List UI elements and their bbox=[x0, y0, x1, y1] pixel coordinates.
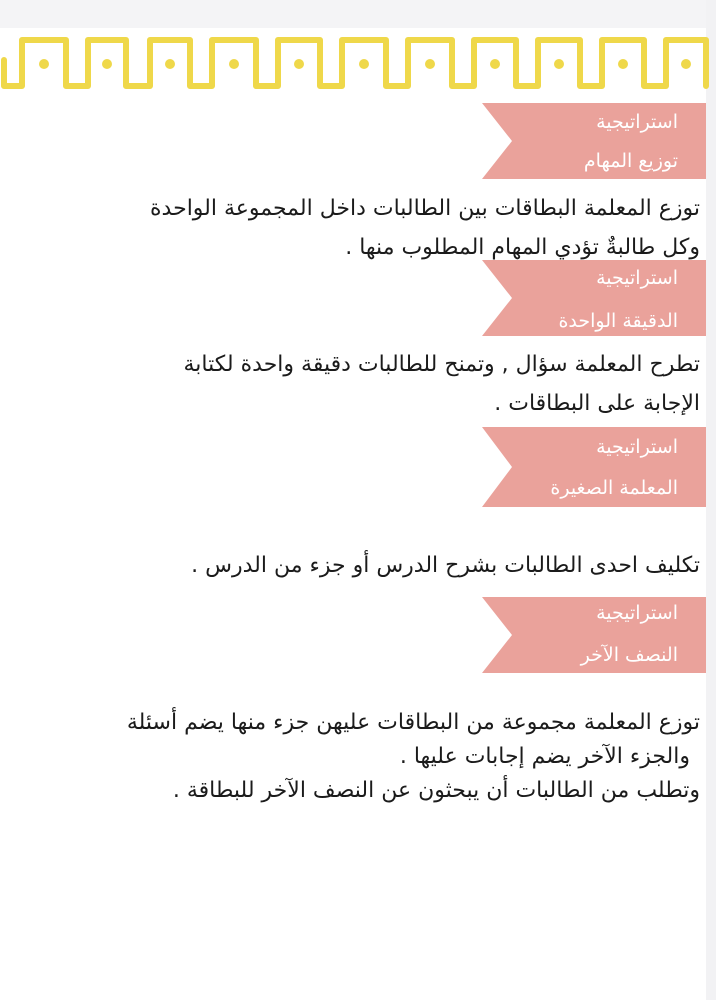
ribbon-line-2: النصف الآخر bbox=[580, 644, 678, 666]
paragraph-line: وكل طالبةٌ تؤدي المهام المطلوب منها . bbox=[345, 235, 700, 260]
ribbon-line-1: استراتيجية bbox=[596, 267, 678, 289]
strategy-description bbox=[10, 345, 700, 423]
paragraph-line: تطرح المعلمة سؤال , وتمنح للطالبات دقيقة واحدة لكتابة bbox=[183, 352, 700, 377]
page-edge bbox=[706, 0, 716, 1000]
strategy-ribbon-other-half bbox=[482, 597, 706, 673]
ribbon-line-2: الدقيقة الواحدة bbox=[558, 310, 678, 332]
top-bar bbox=[0, 0, 716, 28]
ribbon-line-2: توزيع المهام bbox=[583, 150, 678, 172]
ribbon-line-1: استراتيجية bbox=[596, 602, 678, 624]
ribbon-line-1: استراتيجية bbox=[596, 111, 678, 133]
strategy-description bbox=[10, 189, 700, 267]
strategy-ribbon-little-teacher bbox=[482, 427, 706, 507]
strategy-description bbox=[10, 706, 700, 808]
strategy-ribbon-task-distribution bbox=[482, 103, 706, 179]
paragraph-line: والجزء الآخر يضم إجابات عليها . bbox=[399, 744, 690, 769]
paragraph-line: توزع المعلمة مجموعة من البطاقات عليهن جزء منها يضم أسئلة bbox=[126, 710, 700, 735]
paragraph-line: وتطلب من الطالبات أن يبحثون عن النصف الآخر للبطاقة . bbox=[172, 778, 700, 803]
decorative-border bbox=[0, 26, 716, 96]
strategy-description bbox=[10, 546, 700, 585]
ribbon-line-1: استراتيجية bbox=[596, 436, 678, 458]
paragraph-line: الإجابة على البطاقات . bbox=[494, 391, 700, 416]
strategy-ribbon-one-minute bbox=[482, 260, 706, 336]
ribbon-line-2: المعلمة الصغيرة bbox=[550, 477, 678, 499]
paragraph-line: توزع المعلمة البطاقات بين الطالبات داخل المجموعة الواحدة bbox=[150, 196, 700, 221]
paragraph-line: تكليف احدى الطالبات بشرح الدرس أو جزء من الدرس . bbox=[191, 553, 700, 578]
